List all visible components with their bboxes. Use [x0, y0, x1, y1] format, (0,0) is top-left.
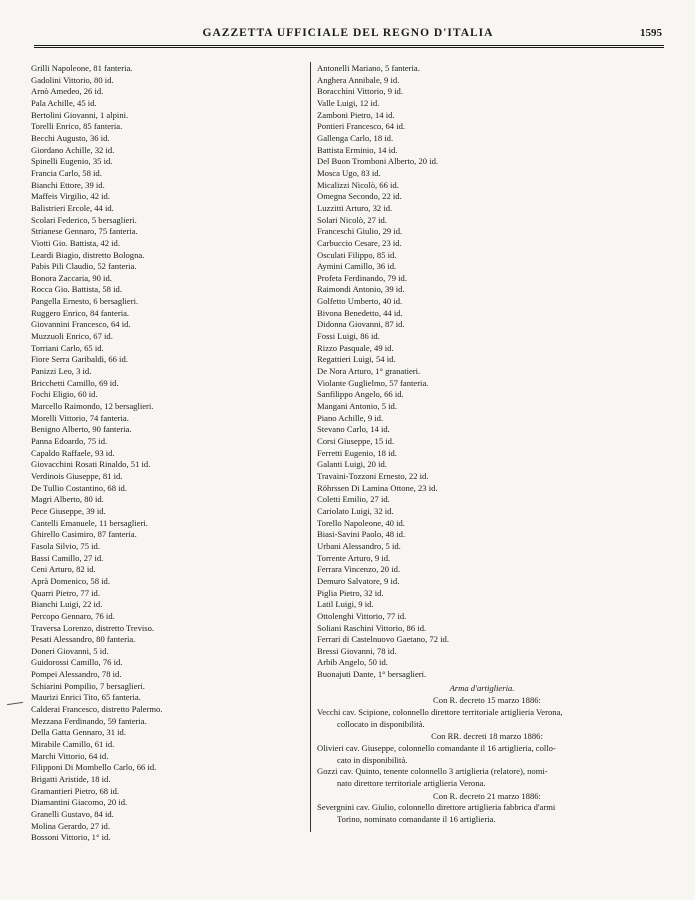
decree-heading: Con R. decreto 15 marzo 1886:	[433, 695, 541, 706]
list-item: Arbib Angelo, 50 id.	[317, 657, 388, 668]
entry-line: Severgnini cav. Giulio, colonnello direttore artiglieria fabbrica d'armi	[317, 802, 556, 813]
decree-heading: Con RR. decreti 18 marzo 1886:	[431, 731, 543, 742]
list-item: Percopo Gennaro, 76 id.	[31, 610, 115, 621]
list-item: Verdinois Giuseppe, 81 id.	[31, 470, 123, 481]
list-item: Mangani Antonio, 5 id.	[317, 401, 397, 412]
list-item: Viotti Gio. Battista, 42 id.	[31, 237, 121, 248]
list-item: Pala Achille, 45 id.	[31, 97, 97, 108]
list-item: Regattieri Luigi, 54 id.	[317, 354, 396, 365]
list-item: Pabis Pili Claudio, 52 fanteria.	[31, 261, 137, 272]
list-item: Zamboni Pietro, 14 id.	[317, 109, 395, 120]
decree-heading: Con R. decreto 21 marzo 1886:	[433, 790, 541, 801]
list-item: Granelli Gustavo, 84 id.	[31, 809, 114, 819]
list-item: Ottolenghi Vittorio, 77 id.	[317, 610, 407, 621]
list-item: De Nora Arturo, 1° granatieri.	[317, 366, 421, 377]
list-item: Filipponi Di Mombello Carlo, 66 id.	[31, 762, 157, 773]
list-item: Molina Gerardo, 27 id.	[31, 820, 110, 831]
list-item: Stevano Carlo, 14 id.	[317, 424, 390, 435]
list-item: Piglia Pietro, 32 id.	[317, 587, 384, 598]
list-item: Biasi-Savini Paolo, 48 id.	[317, 529, 406, 540]
list-item: Osculati Filippo, 85 id.	[317, 249, 397, 260]
list-item: Fiore Serra Garibaldi, 66 id.	[31, 354, 128, 365]
list-item: Boracchini Vittorio, 9 id.	[317, 86, 403, 97]
list-item: Franceschi Giulio, 29 id.	[317, 226, 403, 237]
list-item: Torelli Enrico, 85 fanteria.	[31, 121, 123, 132]
header-rule	[34, 45, 664, 48]
list-item: Doneri Giovanni, 5 id.	[31, 645, 109, 656]
list-item: Golfetto Umberto, 40 id.	[317, 296, 403, 307]
list-item: Pesati Alessandro, 80 fanteria.	[31, 634, 136, 645]
list-item: Marchi Vittorio, 64 id.	[31, 750, 109, 761]
list-item: Pontieri Francesco, 64 id.	[317, 121, 406, 132]
list-item: Giovannini Francesco, 64 id.	[31, 319, 131, 330]
entry-line: nato direttore territoriale artiglieria Verona.	[337, 778, 486, 789]
decree-entry	[317, 707, 667, 730]
entry-line: Vecchi cav. Scipione, colonnello direttore territoriale artiglieria Verona,	[317, 707, 563, 718]
list-item: Maurizi Enrici Tito, 65 fanteria.	[31, 692, 141, 703]
entry-line: cato in disponibilità.	[337, 754, 408, 765]
list-item: Becchi Augusto, 36 id.	[31, 132, 110, 143]
list-item: Pangella Ernesto, 6 bersaglieri.	[31, 296, 139, 307]
list-item: Maffeis Virgilio, 42 id.	[31, 191, 110, 202]
list-item: Torrente Arturo, 9 id.	[317, 552, 391, 563]
list-item: Fochi Eligio, 60 id.	[31, 389, 98, 400]
list-item: Ruggero Enrico, 84 fanteria.	[31, 307, 130, 318]
decree-entry	[317, 766, 667, 789]
list-item: Travaini-Tozzoni Ernesto, 22 id.	[317, 470, 429, 481]
list-item: Mezzana Ferdinando, 59 fanteria.	[31, 715, 147, 726]
left-column	[31, 63, 301, 844]
list-item: Coletti Emilio, 27 id.	[317, 494, 390, 505]
list-item: Spinelli Eugenio, 35 id.	[31, 156, 113, 167]
list-item: Traversa Lorenzo, distretto Treviso.	[31, 622, 155, 633]
list-item: Omegna Secondo, 22 id.	[317, 191, 402, 202]
list-item: Micalizzi Nicolò, 66 id.	[317, 179, 399, 190]
list-item: Carbuccio Cesare, 23 id.	[317, 237, 402, 248]
list-item: Della Gatta Gennaro, 31 id.	[31, 727, 126, 738]
right-name-list	[317, 63, 667, 681]
entry-line: Olivieri cav. Giuseppe, colonnello comandante il 16 artiglieria, collo-	[317, 743, 556, 754]
list-item: Benigno Alberto, 90 fanteria.	[31, 424, 132, 435]
list-item: Aprà Domenico, 58 id.	[31, 575, 110, 586]
list-item: Brigatti Aristide, 18 id.	[31, 774, 111, 785]
entry-line: Torino, nominato comandante il 16 artiglieria.	[337, 814, 496, 824]
list-item: Corsi Giuseppe, 15 id.	[317, 436, 395, 446]
list-item: Ghirello Casimiro, 87 fanteria.	[31, 529, 137, 540]
column-divider	[310, 62, 311, 832]
list-item: Muzzuoli Enrico, 67 id.	[31, 331, 113, 342]
entry-line: collocato in disponibilità.	[337, 718, 425, 729]
gazette-title: GAZZETTA UFFICIALE DEL REGNO D'ITALIA	[202, 27, 494, 39]
list-item: Ferrara Vincenzo, 20 id.	[317, 564, 401, 575]
list-item: Sanfilippo Angelo, 66 id.	[317, 389, 404, 400]
list-item: Panna Edoardo, 75 id.	[31, 436, 108, 446]
list-item: Bivona Benedetto, 44 id.	[317, 307, 403, 318]
list-item: Pece Giuseppe, 39 id.	[31, 505, 106, 516]
list-item: Gramantieri Pietro, 68 id.	[31, 785, 120, 796]
list-item: Grilli Napoleone, 81 fanteria.	[31, 63, 133, 73]
list-item: Gallenga Carlo, 18 id.	[317, 132, 394, 143]
list-item: Arnò Amedeo, 26 id.	[31, 86, 104, 97]
list-item: Diamantini Giacomo, 20 id.	[31, 797, 128, 808]
list-item: Capaldo Raffaele, 93 id.	[31, 447, 115, 458]
list-item: Fasola Silvio, 75 id.	[31, 540, 100, 551]
list-item: Valle Luigi, 12 id.	[317, 97, 380, 108]
list-item: Bassi Camillo, 27 id.	[31, 552, 104, 563]
list-item: Strianese Gennaro, 75 fanteria.	[31, 226, 138, 237]
list-item: Latil Luigi, 9 id.	[317, 599, 374, 610]
list-item: Giovacchini Rosati Rinaldo, 51 id.	[31, 459, 151, 470]
list-item: Panizzi Leo, 3 id.	[31, 366, 92, 377]
list-item: Bossoni Vittorio, 1° id.	[31, 832, 111, 843]
list-item: Demuro Salvatore, 9 id.	[317, 575, 400, 586]
entry-line: Gozzi cav. Quinto, tenente colonnello 3 artiglieria (relatore), nomi-	[317, 766, 548, 777]
list-item: Scolari Federico, 5 bersaglieri.	[31, 214, 137, 225]
page-number: 1595	[640, 27, 662, 39]
list-item: Raimondi Antonio, 39 id.	[317, 284, 405, 295]
list-item: Calderai Francesco, distretto Palermo.	[31, 704, 163, 715]
page-header	[34, 27, 662, 45]
list-item: De Tullio Costantino, 68 id.	[31, 482, 127, 493]
list-item: Magri Alberto, 80 id.	[31, 494, 104, 505]
list-item: Mosca Ugo, 83 id.	[317, 167, 381, 178]
list-item: Ceni Arturo, 82 id.	[31, 564, 96, 575]
list-item: Violante Guglielmo, 57 fanteria.	[317, 377, 429, 388]
list-item: Bonora Zaccaria, 90 id.	[31, 272, 112, 283]
list-item: Profeta Ferdinando, 79 id.	[317, 272, 407, 283]
list-item: Del Buon Tromboni Alberto, 20 id.	[317, 156, 439, 167]
list-item: Bertolini Giovanni, 1 alpini.	[31, 109, 129, 120]
list-item: Morelli Vittorio, 74 fanteria.	[31, 412, 129, 423]
decree-entry	[317, 743, 667, 766]
list-item: Pompei Alessandro, 78 id.	[31, 669, 122, 680]
list-item: Röhrssen Di Lamina Ottone, 23 id.	[317, 482, 438, 493]
list-item: Anghera Annibale, 9 id.	[317, 74, 400, 85]
list-item: Francia Carlo, 58 id.	[31, 167, 102, 178]
list-item: Ferrari di Castelnuovo Gaetano, 72 id.	[317, 634, 449, 645]
list-item: Balistrieri Ercole, 44 id.	[31, 202, 114, 213]
list-item: Leardi Biagio, distretto Bologna.	[31, 249, 145, 260]
list-item: Quarri Pietro, 77 id.	[31, 587, 100, 598]
right-column	[317, 63, 667, 826]
list-item: Mirabile Camillo, 61 id.	[31, 739, 115, 750]
list-item: Cariolato Luigi, 32 id.	[317, 505, 394, 516]
list-item: Cantelli Emanuele, 11 bersaglieri.	[31, 517, 148, 528]
list-item: Buonajuti Dante, 1° bersaglieri.	[317, 669, 427, 680]
list-item: Bianchi Ettore, 39 id.	[31, 179, 105, 190]
list-item: Battista Erminio, 14 id.	[317, 144, 398, 155]
list-item: Bressi Giovanni, 78 id.	[317, 645, 397, 656]
list-item: Urbani Alessandro, 5 id.	[317, 540, 401, 551]
margin-mark	[7, 702, 23, 705]
list-item: Soliani Raschini Vittorio, 86 id.	[317, 622, 427, 633]
list-item: Aymini Camillo, 36 id.	[317, 261, 397, 272]
section-title: Arma d'artiglieria.	[449, 682, 515, 693]
decree-entry	[317, 802, 667, 825]
list-item: Solari Nicolò, 27 id.	[317, 214, 387, 225]
list-item: Gadolini Vittorio, 80 id.	[31, 74, 114, 85]
list-item: Torello Napoleone, 40 id.	[317, 517, 405, 528]
list-item: Fossi Luigi, 86 id.	[317, 331, 380, 342]
list-item: Didonna Giovanni, 87 id.	[317, 319, 405, 330]
list-item: Schiarini Pompilio, 7 bersaglieri.	[31, 680, 145, 691]
list-item: Rocca Gio. Battista, 58 id.	[31, 284, 122, 295]
list-item: Galanti Luigi, 20 id.	[317, 459, 387, 470]
list-item: Guidorossi Camillo, 76 id.	[31, 657, 123, 668]
list-item: Piano Achille, 9 id.	[317, 412, 384, 423]
list-item: Bianchi Luigi, 22 id.	[31, 599, 103, 610]
list-item: Ferretti Eugenio, 18 id.	[317, 447, 397, 458]
list-item: Rizzo Pasquale, 49 id.	[317, 342, 394, 353]
list-item: Torriani Carlo, 65 id.	[31, 342, 104, 353]
list-item: Luzzitti Arturo, 32 id.	[317, 202, 393, 213]
list-item: Marcello Raimondo, 12 bersaglieri.	[31, 401, 154, 412]
list-item: Giordano Achille, 32 id.	[31, 144, 115, 155]
list-item: Bricchetti Camillo, 69 id.	[31, 377, 119, 388]
list-item: Antonelli Mariano, 5 fanteria.	[317, 63, 420, 73]
